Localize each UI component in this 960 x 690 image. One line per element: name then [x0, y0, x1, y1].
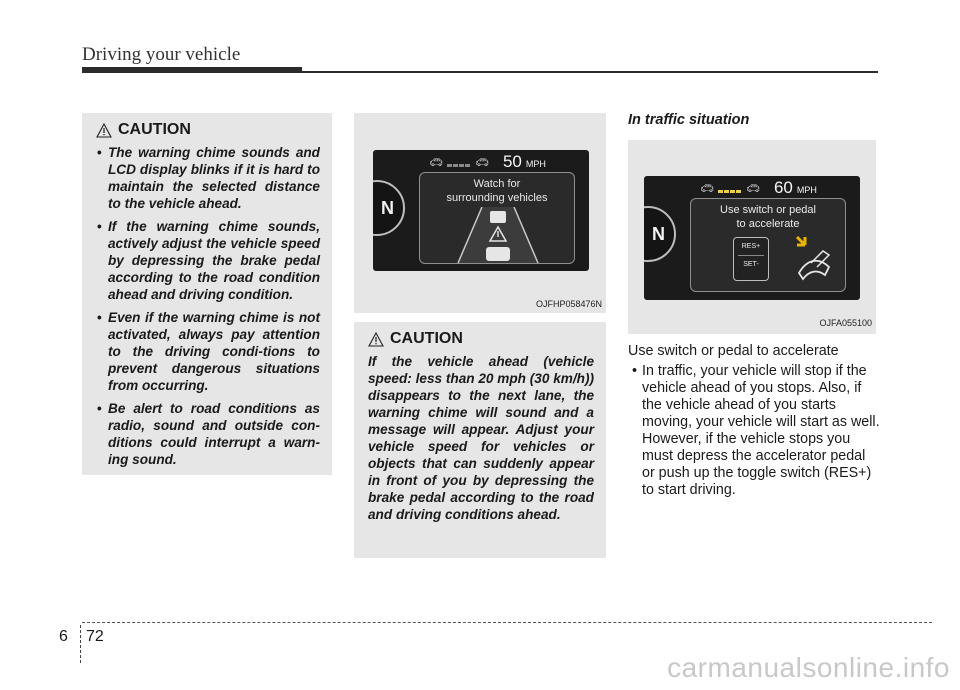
steering-switch-icon: [733, 237, 769, 281]
figure-panel-right: [628, 140, 876, 334]
gear-indicator: N: [652, 224, 665, 244]
caution-list-left: [96, 144, 320, 468]
cluster-display: [644, 176, 860, 300]
figure-panel-left: [354, 113, 606, 313]
gear-indicator: N: [381, 198, 394, 218]
pedal-arrow-icon: [777, 233, 837, 283]
caution-heading-text: CAUTION: [118, 121, 191, 138]
section-title: In traffic situation: [628, 112, 750, 128]
header-rule-thin: [302, 71, 878, 73]
caution-box-middle: [354, 322, 606, 558]
body-text: [628, 343, 880, 499]
cluster-display: [373, 150, 589, 271]
set-speed: 60: [773, 178, 793, 197]
caution-item: • Be alert to road conditions as radio, sound and outside con-ditions could interrupt a warn-ing sound.: [96, 400, 320, 468]
message-line-2: to accelerate: [736, 218, 800, 230]
figure-caption: OJFA055100: [819, 318, 872, 328]
message-box: [419, 172, 575, 264]
caution-heading-left: [96, 121, 320, 139]
status-row: [700, 178, 817, 198]
car-icon: 🚗︎: [474, 156, 489, 169]
header-rule: [82, 67, 302, 73]
footer-rule: [82, 622, 932, 623]
speed-unit: MPH: [525, 159, 546, 169]
warning-triangle-icon: [368, 332, 384, 347]
caution-item: • If the warning chime sounds, actively adjust the vehicle speed by depressing the brake pedal according to the road condition ahead and driving condition.: [96, 218, 320, 303]
body-list: [628, 363, 880, 499]
page-number-divider: [80, 625, 81, 663]
caution-item: • Even if the warning chime is not activated, always pay attention to the driving condi-tions to prevent dangerous situations from occurring.: [96, 309, 320, 394]
figure-caption: OJFHP058476N: [535, 299, 602, 309]
caution-box-left: [82, 113, 332, 475]
distance-bar: [447, 154, 471, 170]
body-list-item: • In traffic, your vehicle will stop if the vehicle ahead of you stops. Also, if the vehicle ahead of you starts moving, your vehicle will start as well. However, if the vehicle stops you must depress the accelerator pedal or push up the toggle switch (RES+) to start driving.: [628, 363, 880, 499]
speed-unit: MPH: [796, 185, 817, 195]
page-header-title: Driving your vehicle: [82, 44, 241, 65]
car-icon: 🚗︎: [745, 182, 760, 195]
message-line-1: Use switch or pedal: [720, 204, 816, 216]
chapter-number: 6: [59, 628, 68, 645]
message-line-1: Watch for: [473, 178, 521, 190]
body-heading: Use switch or pedal to accelerate: [628, 343, 839, 359]
car-icon: 🚗︎: [429, 156, 443, 169]
caution-paragraph: If the vehicle ahead (vehicle speed: less than 20 mph (30 km/h)) disappears to the next lane, the warning chime will sound and a message will appear. Adjust your vehicle speed for vehicles or objects that can suddenly appear in front of you by depressing the brake pedal according to the road and driving conditions ahead.: [368, 354, 594, 522]
watermark: carmanualsonline.info: [667, 652, 950, 683]
message-box: [690, 198, 846, 292]
status-row: [429, 152, 546, 172]
page-number: 72: [86, 628, 104, 645]
switch-divider: [738, 255, 764, 256]
set-speed: 50: [502, 152, 522, 171]
message-line-2: surrounding vehicles: [446, 192, 548, 204]
caution-item: • The warning chime sounds and LCD display blinks if it is hard to maintain the selected distance to the vehicle ahead.: [96, 144, 320, 212]
warning-triangle-icon: [96, 123, 112, 138]
car-icon: 🚗︎: [700, 182, 714, 195]
set-label: SET-: [743, 261, 759, 268]
road-lane-icon: [438, 207, 558, 263]
caution-heading-middle: [368, 330, 594, 348]
caution-heading-text: CAUTION: [390, 330, 463, 347]
distance-bar: [718, 180, 742, 196]
res-label: RES+: [741, 243, 761, 250]
